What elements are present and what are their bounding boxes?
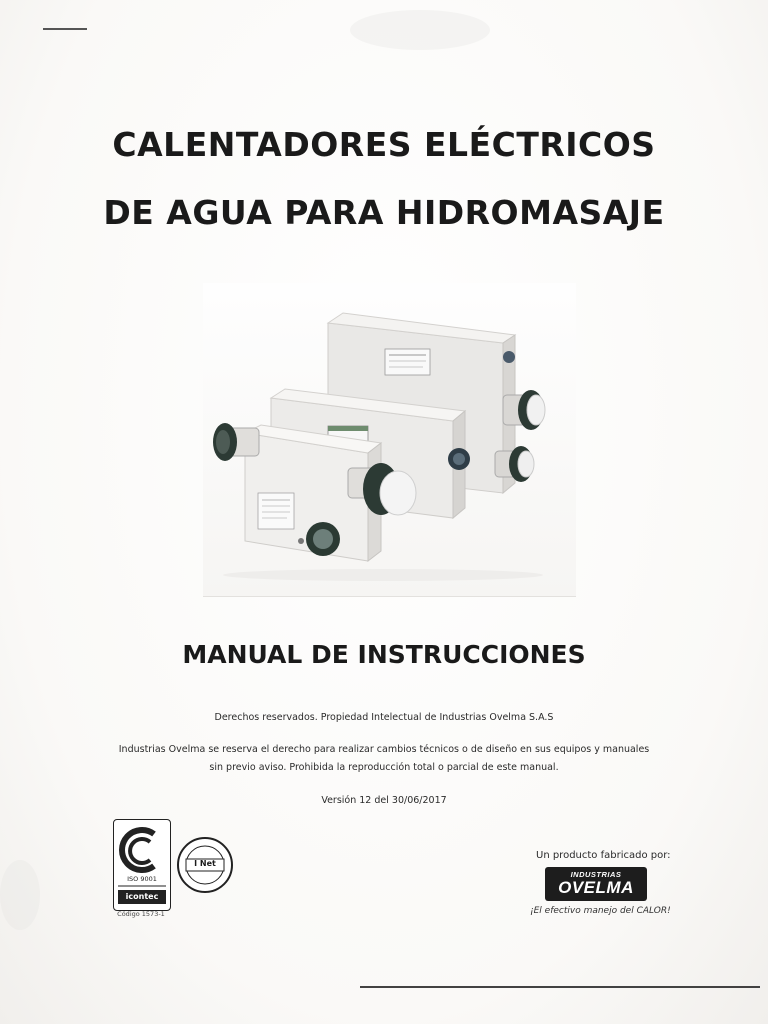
notice-text-line1: Industrias Ovelma se reserva el derecho para realizar cambios técnicos o de diseño en sus equipos y manuales — [118, 744, 650, 755]
maker-tagline: ¡El efectivo manejo del CALOR! — [530, 906, 671, 916]
codigo-label: Código 1573-1 — [117, 910, 165, 918]
notice-text-line2: sin previo aviso. Prohibida la reproducción total o parcial de este manual. — [209, 762, 559, 773]
rights-text: Derechos reservados. Propiedad Intelectual de Industrias Ovelma S.A.S — [214, 712, 554, 723]
maker-label: Un producto fabricado por: — [536, 850, 671, 861]
document-title-line1: CALENTADORES ELÉCTRICOS — [112, 125, 656, 164]
manual-subtitle: MANUAL DE INSTRUCCIONES — [182, 640, 586, 669]
scan-smudge — [350, 10, 490, 50]
document-title-line2: DE AGUA PARA HIDROMASAJE — [103, 193, 665, 232]
version-text: Versión 12 del 30/06/2017 — [321, 795, 447, 806]
icontec-iso-logo — [113, 819, 171, 911]
ovelma-logo-bottom: OVELMA — [558, 878, 634, 897]
ovelma-logo — [545, 867, 647, 901]
iqnet-logo — [176, 836, 234, 894]
bottom-rule — [360, 986, 760, 988]
iqnet-label: I Net — [194, 859, 216, 868]
ovelma-logo-top: INDUSTRIAS — [570, 870, 622, 879]
scan-smudge — [0, 860, 40, 930]
iso-label: ISO 9001 — [127, 875, 157, 883]
icontec-label: icontec — [125, 892, 159, 901]
scan-mark — [43, 28, 87, 30]
product-photo — [203, 283, 576, 596]
heaters-illustration — [203, 283, 576, 596]
